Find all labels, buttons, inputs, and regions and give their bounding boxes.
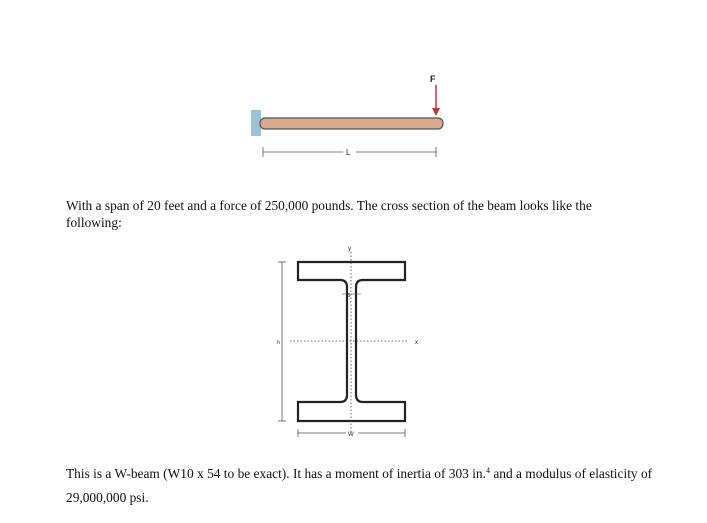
y-axis-label: y <box>348 246 351 252</box>
beam-properties-text: This is a W-beam (W10 x 54 to be exact). It has a moment of inertia of 303 in. <box>66 466 486 481</box>
web-thickness-label: S <box>347 293 351 299</box>
beam-body <box>260 118 443 129</box>
width-label: W <box>348 432 354 438</box>
beam-properties-text-end: and a modulus of elasticity of 29,000,000 psi. <box>66 466 653 505</box>
i-beam-outline <box>298 262 405 421</box>
i-beam-cross-section-figure <box>270 240 435 445</box>
x-axis-label: x <box>415 340 418 346</box>
force-label: F <box>430 74 436 84</box>
force-arrow-head <box>432 108 440 116</box>
beam-properties-description <box>66 462 666 510</box>
exponent-superscript: 4 <box>485 466 490 475</box>
cantilever-beam-figure <box>240 60 460 170</box>
span-force-description: With a span of 20 feet and a force of 250,000 pounds. The cross section of the beam looks like the following: <box>66 198 592 230</box>
length-label: L <box>346 148 351 157</box>
height-label: h <box>277 340 280 346</box>
